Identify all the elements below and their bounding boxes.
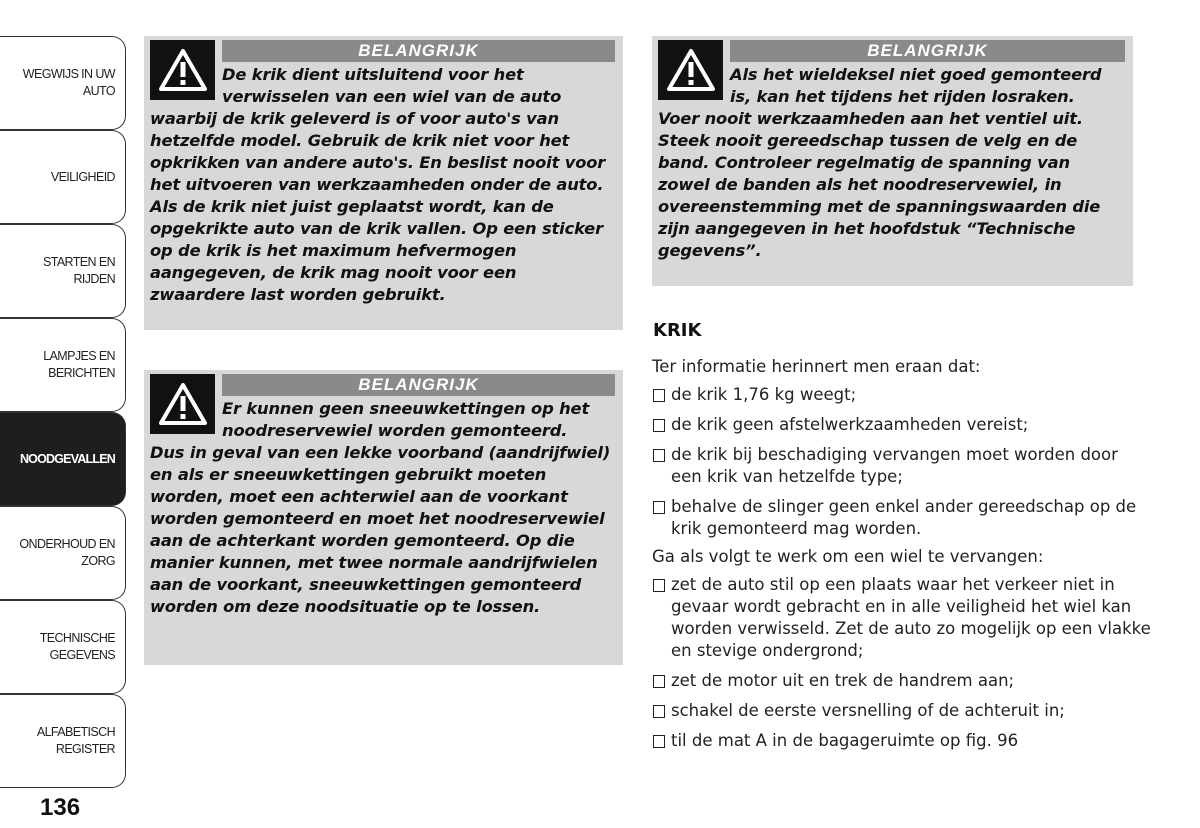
checkbox-bullet-icon — [653, 579, 665, 592]
tab-technische-gegevens[interactable] — [0, 600, 126, 694]
list-item-text: zet de motor uit en trek de handrem aan; — [671, 671, 1015, 690]
list-item-text: zet de auto stil op een plaats waar het verkeer niet in gevaar wordt gebracht en in alle veiligheid het wiel kan worden verwisseld. Zet de auto zo mogelijk op een vlakke en stevige ondergrond; — [671, 575, 1151, 660]
list-item-text: behalve de slinger geen enkel ander gereedschap op de krik gemonteerd mag worden. — [671, 497, 1137, 538]
tab-label: STARTEN EN RIJDEN — [42, 255, 115, 286]
warning-body-text: Voer nooit werkzaamheden aan het ventiel uit. Steek nooit gereedschap tussen de velg en de band. Controleer regelmatig de spanning van zowel de banden als het noodreservewiel, in overeenstemming met de spanningswaarden die zijn aangegeven in het hoofdstuk “Technische gegevens”. — [658, 109, 1101, 260]
warning-triangle-icon — [150, 374, 215, 434]
checkbox-bullet-icon — [653, 419, 665, 432]
list-item — [652, 700, 1152, 722]
tab-veiligheid[interactable] — [0, 130, 126, 224]
warning-title: BELANGRIJK — [222, 374, 615, 396]
tab-lampjes-en-berichten[interactable] — [0, 318, 126, 412]
list-item — [652, 496, 1152, 540]
checkbox-bullet-icon — [653, 735, 665, 748]
warning-title: BELANGRIJK — [730, 40, 1125, 62]
list-item — [652, 414, 1152, 436]
warning-lead-text: Als het wieldeksel niet goed gemonteerd is, kan het tijdens het rijden losraken. — [730, 65, 1102, 106]
warning-body-text: waarbij de krik geleverd is of voor auto's van hetzelfde model. Gebruik de krik niet voor het opkrikken van andere auto's. En beslist nooit voor het uitvoeren van werkzaamheden onder de auto. Als de krik niet juist geplaatst wordt, kan de opgekrikte auto van de krik vallen. Op een sticker op de krik is het maximum hefvermogen aangegeven, de krik mag nooit voor een zwaardere last worden gebruikt. — [150, 109, 606, 304]
checkbox-bullet-icon — [653, 389, 665, 402]
checkbox-bullet-icon — [653, 449, 665, 462]
checkbox-bullet-icon — [653, 501, 665, 514]
warning-box-hubcap — [652, 36, 1133, 286]
tab-label: WEGWIJS IN UW AUTO — [22, 67, 115, 98]
tab-starten-en-rijden[interactable] — [0, 224, 126, 318]
checkbox-bullet-icon — [653, 705, 665, 718]
list-item-text: til de mat A in de bagageruimte op fig. 96 — [671, 731, 1019, 750]
tab-label: VEILIGHEID — [50, 169, 115, 184]
list-item-text: de krik geen afstelwerkzaamheden vereist; — [671, 415, 1029, 434]
list-item-text: de krik 1,76 kg weegt; — [671, 385, 857, 404]
section-title: KRIK — [653, 320, 702, 341]
warning-triangle-icon — [658, 40, 723, 100]
procedure-intro-text: Ga als volgt te werk om een wiel te vervangen: — [652, 547, 1044, 566]
tab-label: NOODGEVALLEN — [19, 451, 115, 466]
page-number: 136 — [40, 794, 81, 821]
tab-alfabetisch-register[interactable] — [0, 694, 126, 788]
warning-lead-text: Er kunnen geen sneeuwkettingen op het noodreservewiel worden gemonteerd. — [222, 399, 590, 440]
list-item — [652, 730, 1152, 752]
list-item-text: schakel de eerste versnelling of de achteruit in; — [671, 701, 1065, 720]
list-item — [652, 444, 1152, 488]
warning-lead-text: De krik dient uitsluitend voor het verwisselen van een wiel van de auto — [222, 65, 562, 106]
warning-box-jack — [144, 36, 623, 330]
tab-label: ONDERHOUD EN ZORG — [19, 537, 115, 568]
tab-label: LAMPJES EN BERICHTEN — [43, 349, 115, 380]
tab-onderhoud-en-zorg[interactable] — [0, 506, 126, 600]
list-item-text: de krik bij beschadiging vervangen moet worden door een krik van hetzelfde type; — [671, 445, 1118, 486]
tab-label: TECHNISCHE GEGEVENS — [39, 631, 115, 662]
warning-title: BELANGRIJK — [222, 40, 615, 62]
krik-section-body — [652, 356, 1152, 752]
warning-triangle-icon — [150, 40, 215, 100]
warning-body-text: Dus in geval van een lekke voorband (aandrijfwiel) en als er sneeuwkettingen gebruikt moeten worden, moet een achterwiel aan de voorkant worden gemonteerd en moet het noodreservewiel aan de achterkant worden gemonteerd. Op die manier kunnen, met twee normale aandrijfwielen aan de voorkant, sneeuwkettingen gemonteerd worden om deze noodsituatie op te lossen. — [150, 443, 611, 616]
tab-noodgevallen[interactable] — [0, 412, 126, 506]
warning-box-snow-chains — [144, 370, 623, 665]
list-item — [652, 384, 1152, 406]
list-item — [652, 670, 1152, 692]
list-item — [652, 574, 1152, 662]
tab-label: ALFABETISCH REGISTER — [36, 725, 115, 756]
intro-text: Ter informatie herinnert men eraan dat: — [652, 357, 981, 376]
checkbox-bullet-icon — [653, 675, 665, 688]
tab-wegwijs-in-uw-auto[interactable] — [0, 36, 126, 130]
